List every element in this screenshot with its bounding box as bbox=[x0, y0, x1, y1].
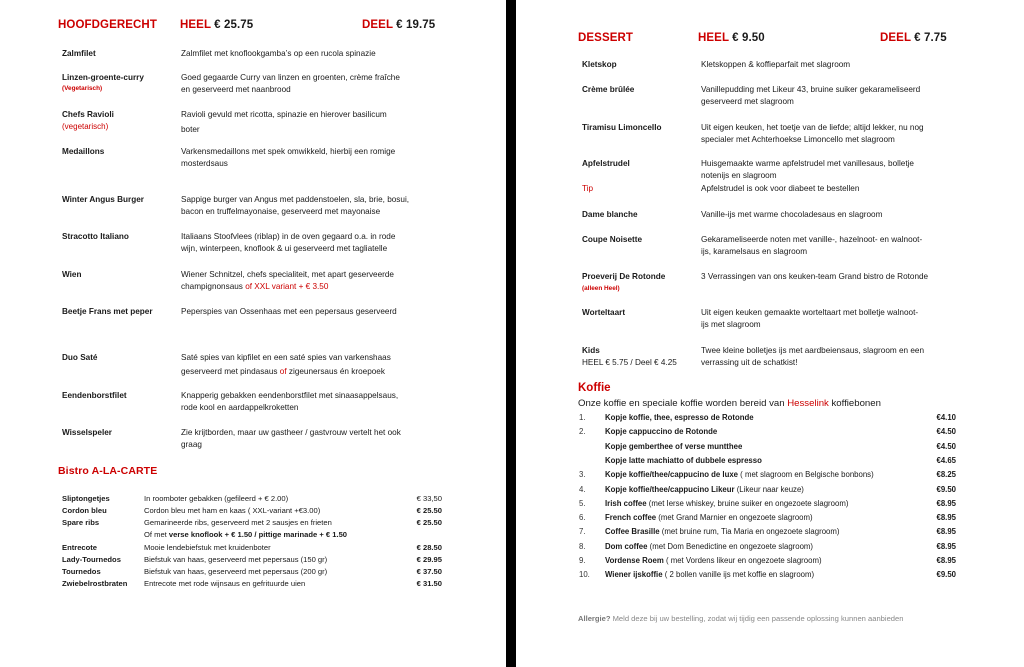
item-name: Winter Angus Burger bbox=[62, 195, 144, 204]
a-la-carte-row: Lady-Tournedos Biefstuk van haas, geserveerd met pepersaus (150 gr) € 29.95 bbox=[62, 555, 442, 564]
koffie-price: €8.25 bbox=[936, 470, 956, 480]
item-desc: graag bbox=[181, 440, 202, 449]
koffie-price: €4.10 bbox=[936, 413, 956, 422]
item-desc: Vanillepudding met Likeur 43, bruine suiker gekarameliseerd bbox=[701, 85, 921, 94]
page-divider bbox=[506, 0, 516, 667]
a-la-carte-row: Entrecote Mooie lendebiefstuk met kruidenboter € 28.50 bbox=[62, 543, 442, 552]
koffie-row bbox=[579, 542, 956, 556]
koffie-price: €8.95 bbox=[936, 527, 956, 537]
item-name: Beetje Frans met peper bbox=[62, 307, 153, 316]
item-name: Apfelstrudel bbox=[582, 159, 630, 168]
koffie-row bbox=[579, 470, 956, 484]
item-desc: Uit eigen keuken, het toetje van de liefde; altijd lekker, nu nog bbox=[701, 123, 924, 132]
koffie-row-number: 9. bbox=[579, 556, 586, 565]
koffie-name: French coffee bbox=[605, 513, 657, 523]
item-name: Dame blanche bbox=[582, 210, 638, 219]
koffie-row-text bbox=[605, 470, 874, 479]
koffie-extra: (met Ierse whiskey, bruine suiker en ongezoete slagroom) bbox=[646, 498, 849, 508]
koffie-row-text bbox=[605, 570, 814, 579]
item-desc: ijs, karamelsaus en slagroom bbox=[701, 247, 808, 256]
item-desc: notenijs en slagroom bbox=[701, 171, 777, 180]
koffie-row bbox=[579, 499, 956, 513]
item-name: Wisselspeler bbox=[62, 428, 112, 437]
item-desc: bacon en truffelmayonaise, geserveerd met mayonaise bbox=[181, 207, 381, 216]
koffie-row bbox=[579, 456, 956, 470]
item-desc: wijn, winterpeen, knoflook & ui geserveerd met tagliatelle bbox=[181, 244, 388, 253]
koffie-row-number: 5. bbox=[579, 498, 586, 508]
item-desc: verrassing uit de schatkist! bbox=[701, 358, 798, 367]
koffie-row-number: 2. bbox=[579, 427, 586, 437]
item-name: Crème brûlée bbox=[582, 85, 635, 94]
koffie-price: €4.50 bbox=[936, 427, 956, 437]
kids-price: HEEL € 5.75 / Deel € 4.25 bbox=[582, 358, 677, 367]
koffie-name: Kopje koffie, thee, espresso de Rotonde bbox=[605, 413, 754, 422]
koffie-row bbox=[579, 485, 956, 499]
item-name: Zalmfilet bbox=[62, 49, 96, 58]
koffie-row-number: 10. bbox=[579, 570, 590, 580]
koffie-title: Koffie bbox=[578, 382, 611, 394]
item-desc: Varkensmedaillons met spek omwikkeld, hierbij een romige bbox=[181, 147, 396, 156]
item-desc: Peperspies van Ossenhaas met een pepersaus geserveerd bbox=[181, 307, 397, 316]
koffie-row-number: 6. bbox=[579, 513, 586, 523]
koffie-name: Kopje gemberthee of verse muntthee bbox=[605, 441, 743, 451]
koffie-row-number: 3. bbox=[579, 470, 586, 480]
koffie-row bbox=[579, 513, 956, 527]
alleen-heel-label: (alleen Heel) bbox=[582, 285, 620, 292]
koffie-name: Vordense Roem bbox=[605, 556, 664, 565]
koffie-extra: (Likeur naar keuze) bbox=[734, 484, 804, 494]
koffie-name: Coffee Brasille bbox=[605, 527, 660, 537]
brand-name: Hesselink bbox=[787, 398, 829, 409]
item-desc: Apfelstrudel is ook voor diabeet te bestellen bbox=[701, 184, 860, 193]
item-name: Tiramisu Limoncello bbox=[582, 123, 662, 132]
koffie-row-text bbox=[605, 542, 813, 551]
vegetarian-label: (Vegetarisch) bbox=[62, 85, 103, 92]
item-desc: Kletskoppen & koffieparfait met slagroom bbox=[701, 60, 851, 69]
koffie-extra: (met Grand Marnier en ongezoete slagroom) bbox=[656, 513, 813, 523]
item-desc: Knapperig gebakken eendenborstfilet met sinaasappelsaus, bbox=[181, 391, 399, 400]
item-name: Chefs Ravioli bbox=[62, 110, 114, 119]
koffie-row-text bbox=[605, 413, 754, 422]
item-desc: boter bbox=[181, 125, 200, 134]
koffie-row bbox=[579, 442, 956, 456]
item-desc: Saté spies van kipfilet en een saté spies van varkenshaas bbox=[181, 353, 391, 362]
koffie-price: €8.95 bbox=[936, 541, 956, 551]
a-la-carte-row: Tournedos Biefstuk van haas, geserveerd met pepersaus (200 gr) € 37.50 bbox=[62, 567, 442, 576]
item-desc: 3 Verrassingen van ons keuken-team Grand bistro de Rotonde bbox=[701, 272, 929, 281]
koffie-row bbox=[579, 570, 956, 584]
koffie-price: €8.95 bbox=[936, 498, 956, 508]
koffie-name: Kopje latte machiatto of dubbele espresso bbox=[605, 455, 762, 465]
a-la-carte-row: Of met verse knoflook + € 1.50 / pittige marinade + € 1.50 bbox=[144, 530, 348, 539]
item-name: Worteltaart bbox=[582, 308, 626, 317]
koffie-row-number: 8. bbox=[579, 541, 586, 551]
item-name: Eendenborstfilet bbox=[62, 391, 127, 400]
koffie-row-text bbox=[605, 513, 813, 522]
hoofdgerecht-heel-price: HEEL € 25.75 bbox=[180, 19, 254, 31]
item-desc: Twee kleine bolletjes ijs met aardbeiensaus, slagroom en een bbox=[701, 346, 925, 355]
koffie-extra: ( 2 bollen vanille ijs met koffie en slagroom) bbox=[662, 570, 815, 580]
item-desc: Uit eigen keuken gemaakte worteltaart met bolletje walnoot- bbox=[701, 308, 919, 317]
a-la-carte-row: Zwiebelrostbraten Entrecote met rode wijnsaus en gefrituurde uien € 31.50 bbox=[62, 579, 442, 588]
item-desc: Goed gegaarde Curry van linzen en groenten, crème fraîche bbox=[181, 73, 400, 82]
a-la-carte-row: Spare ribs Gemarineerde ribs, geserveerd met 2 sausjes en frieten € 25.50 bbox=[62, 518, 442, 527]
menu-page-left bbox=[0, 0, 506, 667]
item-desc: geserveerd met slagroom bbox=[701, 97, 794, 106]
koffie-row-text bbox=[605, 442, 742, 451]
koffie-name: Wiener ijskoffie bbox=[605, 570, 663, 580]
item-name: Medaillons bbox=[62, 147, 105, 156]
a-la-carte-row: Sliptongetjes In roomboter gebakken (gefileerd + € 2.00) € 33,50 bbox=[62, 494, 442, 503]
item-desc: Italiaans Stoofvlees (riblap) in de oven gegaard o.a. in rode bbox=[181, 232, 396, 241]
koffie-row-number: 4. bbox=[579, 484, 586, 494]
a-la-carte-title: Bistro A-LA-CARTE bbox=[58, 465, 158, 477]
koffie-price: €4.50 bbox=[936, 441, 956, 451]
item-name: Stracotto Italiano bbox=[62, 232, 129, 241]
a-la-carte-row: Cordon bleu Cordon bleu met ham en kaas ( XXL-variant +€3.00) € 25.50 bbox=[62, 506, 442, 515]
item-desc: Huisgemaakte warme apfelstrudel met vanillesaus, bolletje bbox=[701, 159, 914, 168]
dessert-title: DESSERT bbox=[578, 32, 634, 44]
item-desc: Gekarameliseerde noten met vanille-, hazelnoot- en walnoot- bbox=[701, 235, 923, 244]
item-desc: Wiener Schnitzel, chefs specialiteit, met apart geserveerde bbox=[181, 270, 394, 279]
koffie-price: €8.95 bbox=[936, 556, 956, 565]
koffie-extra: (met Dom Benedictine en ongezoete slagroom) bbox=[647, 541, 814, 551]
koffie-extra: ( met Vordens likeur en ongezoete slagroom) bbox=[663, 556, 822, 565]
item-desc: geserveerd met pindasaus of zigeunersaus én kroepoek bbox=[181, 367, 385, 376]
koffie-price: €9.50 bbox=[936, 570, 956, 580]
item-desc: specialer met Achterhoekse Limoncello met slagroom bbox=[701, 135, 895, 144]
item-desc: Zalmfilet met knoflookgamba’s op een rucola spinazie bbox=[181, 49, 376, 58]
item-desc: rode kool en aardappelkroketten bbox=[181, 403, 299, 412]
allergy-note: Allergie? Meld deze bij uw bestelling, zodat wij tijdig een passende oplossing kunnen aanbieden bbox=[578, 614, 904, 623]
koffie-name: Kopje koffie/thee/cappucino de luxe bbox=[605, 470, 739, 480]
koffie-row-text bbox=[605, 556, 822, 565]
hoofdgerecht-title: HOOFDGERECHT bbox=[58, 19, 157, 31]
item-desc: en geserveerd met naanbrood bbox=[181, 85, 291, 94]
hoofdgerecht-deel-price: DEEL € 19.75 bbox=[362, 19, 436, 31]
item-desc: Sappige burger van Angus met paddenstoelen, sla, brie, bosui, bbox=[181, 195, 410, 204]
koffie-row-text bbox=[605, 456, 762, 465]
item-desc: Vanille-ijs met warme chocoladesaus en slagroom bbox=[701, 210, 883, 219]
koffie-row bbox=[579, 556, 956, 570]
koffie-extra: ( met slagroom en Belgische bonbons) bbox=[738, 470, 874, 480]
koffie-name: Kopje cappuccino de Rotonde bbox=[605, 427, 718, 437]
item-desc: ijs met slagroom bbox=[701, 320, 761, 329]
koffie-intro: Onze koffie en speciale koffie worden bereid van Hesselink koffiebonen bbox=[578, 398, 881, 409]
koffie-name: Dom coffee bbox=[605, 541, 648, 551]
item-desc: champignonsaus of XXL variant + € 3.50 bbox=[181, 282, 329, 291]
koffie-row bbox=[579, 427, 956, 441]
item-desc: mosterdsaus bbox=[181, 159, 228, 168]
koffie-row-text bbox=[605, 485, 804, 494]
item-desc: Ravioli gevuld met ricotta, spinazie en hierover basilicum bbox=[181, 110, 387, 119]
koffie-price: €9.50 bbox=[936, 484, 956, 494]
item-name: Coupe Noisette bbox=[582, 235, 643, 244]
item-name: Proeverij De Rotonde bbox=[582, 272, 666, 281]
koffie-row-number: 7. bbox=[579, 527, 586, 537]
koffie-row bbox=[579, 527, 956, 541]
item-name: Duo Saté bbox=[62, 353, 98, 362]
koffie-row-number: 1. bbox=[579, 413, 586, 422]
koffie-name: Irish coffee bbox=[605, 498, 647, 508]
item-name: Kids bbox=[582, 346, 600, 355]
tip-label: Tip bbox=[582, 184, 594, 193]
koffie-price: €4.65 bbox=[936, 455, 956, 465]
koffie-price: €8.95 bbox=[936, 513, 956, 523]
koffie-row-text bbox=[605, 499, 848, 508]
dessert-heel-price: HEEL € 9.50 bbox=[698, 32, 765, 44]
item-desc: Zie krijtborden, maar uw gastheer / gastvrouw vertelt het ook bbox=[181, 428, 401, 437]
koffie-extra: (met bruine rum, Tia Maria en ongezoete slagroom) bbox=[659, 527, 840, 537]
item-name: Kletskop bbox=[582, 60, 617, 69]
vegetarian-label: (vegetarisch) bbox=[62, 122, 109, 131]
item-name: Linzen-groente-curry bbox=[62, 73, 144, 82]
dessert-deel-price: DEEL € 7.75 bbox=[880, 32, 947, 44]
item-name: Wien bbox=[62, 270, 82, 279]
koffie-name: Kopje koffie/thee/cappucino Likeur bbox=[605, 484, 735, 494]
koffie-row-text bbox=[605, 527, 839, 536]
koffie-row bbox=[579, 413, 956, 427]
koffie-row-text bbox=[605, 427, 717, 436]
xxl-variant-note: of XXL variant + € 3.50 bbox=[245, 282, 329, 291]
